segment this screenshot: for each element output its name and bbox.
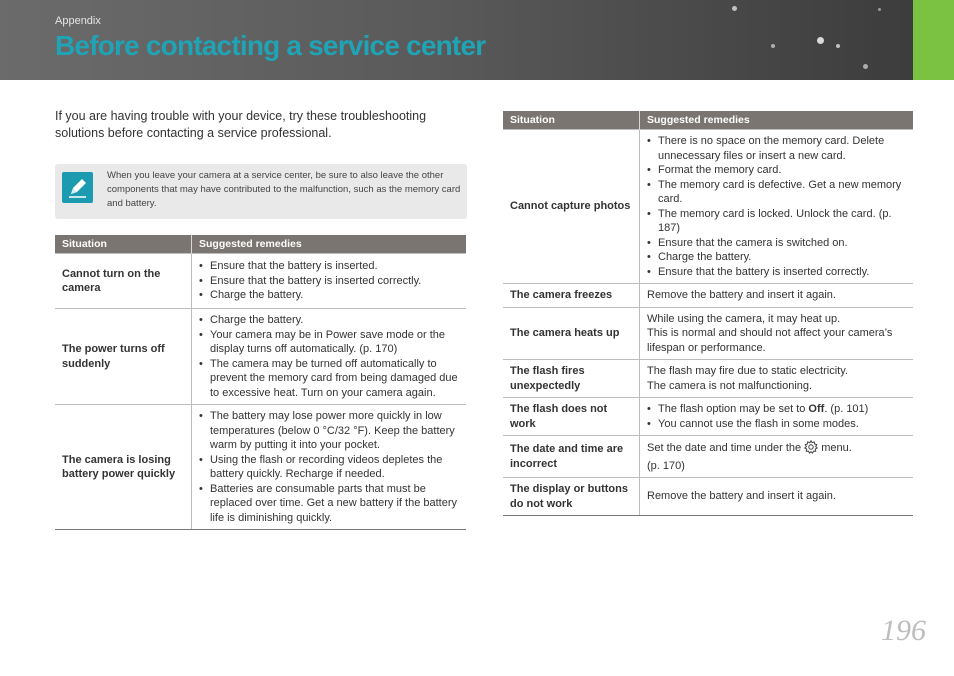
sparkle-decoration (863, 64, 868, 69)
column-header-situation: Situation (55, 235, 192, 254)
remedy-item: • You cannot use the flash in some modes. (647, 417, 906, 432)
remedy-text: The flash option may be set to (658, 403, 809, 415)
remedy-text: menu. (818, 442, 852, 454)
remedy-text: Set the date and time under the (647, 442, 805, 454)
remedy-item: • Using the flash or recording videos depletes the battery quickly. Recharge if needed. (199, 453, 459, 482)
header-banner (0, 0, 954, 80)
remedy-item: • Ensure that the battery is inserted correctly. (647, 265, 906, 280)
situation-cell: The display or buttons do not work (503, 478, 640, 516)
situation-cell: The date and time are incorrect (503, 436, 640, 478)
remedy-text: This is normal and should not affect your camera’s lifespan or performance. (647, 327, 893, 354)
table-row (55, 405, 466, 530)
table-row (503, 307, 913, 360)
remedy-list (199, 409, 459, 525)
sparkle-decoration (771, 44, 775, 48)
table-row (55, 309, 466, 405)
situation-cell: The camera freezes (503, 284, 640, 308)
remedy-item: • The memory card is locked. Unlock the card. (p. 187) (647, 207, 906, 236)
situation-cell: Cannot turn on the camera (55, 254, 192, 309)
remedy-item: • Ensure that the camera is switched on. (647, 236, 906, 251)
remedy-list (199, 313, 459, 400)
situation-cell: The camera is losing battery power quickly (55, 405, 192, 530)
column-header-remedies: Suggested remedies (192, 235, 467, 254)
remedy-text (647, 440, 906, 459)
troubleshooting-table-right (503, 111, 913, 516)
remedy-item: • The battery may lose power more quickly in low temperatures (below 0 °C/32 °F). Keep the battery warm by putting it into your pocket. (199, 409, 459, 453)
pencil-note-icon (62, 172, 93, 203)
sparkle-decoration (732, 6, 737, 11)
situation-cell: The camera heats up (503, 307, 640, 360)
table-row (503, 130, 913, 284)
remedy-item: • Your camera may be in Power save mode or the display turns off automatically. (p. 170) (199, 328, 459, 357)
chapter-tab (913, 0, 954, 80)
flash-off-value: Off (808, 403, 825, 415)
remedy-item: • There is no space on the memory card. Delete unnecessary files or insert a new card. (647, 134, 906, 163)
remedy-text: . (p. 101) (824, 403, 869, 415)
situation-cell: The power turns off suddenly (55, 309, 192, 405)
remedy-cell (640, 307, 914, 360)
remedy-cell (192, 309, 467, 405)
remedy-item: • Charge the battery. (199, 313, 459, 328)
remedy-cell (192, 405, 467, 530)
remedy-list (199, 259, 459, 303)
remedy-item: • Batteries are consumable parts that must be replaced over time. Get a new battery if the battery life is diminishing quickly. (199, 482, 459, 526)
table-row (503, 398, 913, 436)
remedy-cell (640, 360, 914, 398)
remedy-item: • Charge the battery. (199, 288, 459, 303)
table-row (503, 360, 913, 398)
remedy-text: Remove the battery and insert it again. (647, 289, 836, 301)
page-number: 196 (881, 614, 926, 647)
remedy-text: The flash may fire due to static electricity. (647, 365, 848, 377)
remedy-text: The camera is not malfunctioning. (647, 379, 813, 392)
remedy-cell (640, 284, 914, 308)
table-row (55, 254, 466, 309)
remedy-cell (640, 436, 914, 478)
sparkle-decoration (878, 8, 881, 11)
situation-cell: The flash fires unexpectedly (503, 360, 640, 398)
remedy-text: Remove the battery and insert it again. (647, 490, 836, 503)
remedy-item: • Format the memory card. (647, 163, 906, 178)
situation-cell: Cannot capture photos (503, 130, 640, 284)
situation-cell: The flash does not work (503, 398, 640, 436)
note-text: When you leave your camera at a service center, be sure to also leave the other components that may have contributed to the malfunction, such as the memory card and battery. (107, 170, 461, 209)
remedy-cell (640, 398, 914, 436)
remedy-text: (p. 170) (647, 459, 685, 472)
intro-text: If you are having trouble with your device, try these troubleshooting solutions before contacting a service professional. (55, 109, 427, 140)
sparkle-decoration (817, 37, 824, 44)
remedy-item: • Charge the battery. (647, 250, 906, 265)
remedy-cell (192, 254, 467, 309)
section-label: Appendix (55, 15, 101, 27)
remedy-item: • Ensure that the battery is inserted. (199, 259, 459, 274)
table-row (503, 436, 913, 478)
remedy-cell (640, 130, 914, 284)
remedy-cell (640, 478, 914, 516)
remedy-list (647, 402, 906, 431)
remedy-item: • Ensure that the battery is inserted correctly. (199, 274, 459, 289)
troubleshooting-table-left (55, 235, 466, 530)
remedy-item: • The camera may be turned off automatically to prevent the memory card from being damaged due to excessive heat. Turn on your camera again. (199, 357, 459, 401)
column-header-remedies: Suggested remedies (640, 111, 914, 130)
sparkle-decoration (836, 44, 840, 48)
gear-icon (804, 440, 818, 459)
remedy-list (647, 134, 906, 279)
column-header-situation: Situation (503, 111, 640, 130)
remedy-item: • The memory card is defective. Get a new memory card. (647, 178, 906, 207)
page-title: Before contacting a service center (55, 30, 486, 61)
table-row (503, 284, 913, 308)
note-box (55, 164, 467, 219)
table-row (503, 478, 913, 516)
remedy-item (647, 402, 906, 417)
remedy-text: While using the camera, it may heat up. (647, 312, 841, 325)
